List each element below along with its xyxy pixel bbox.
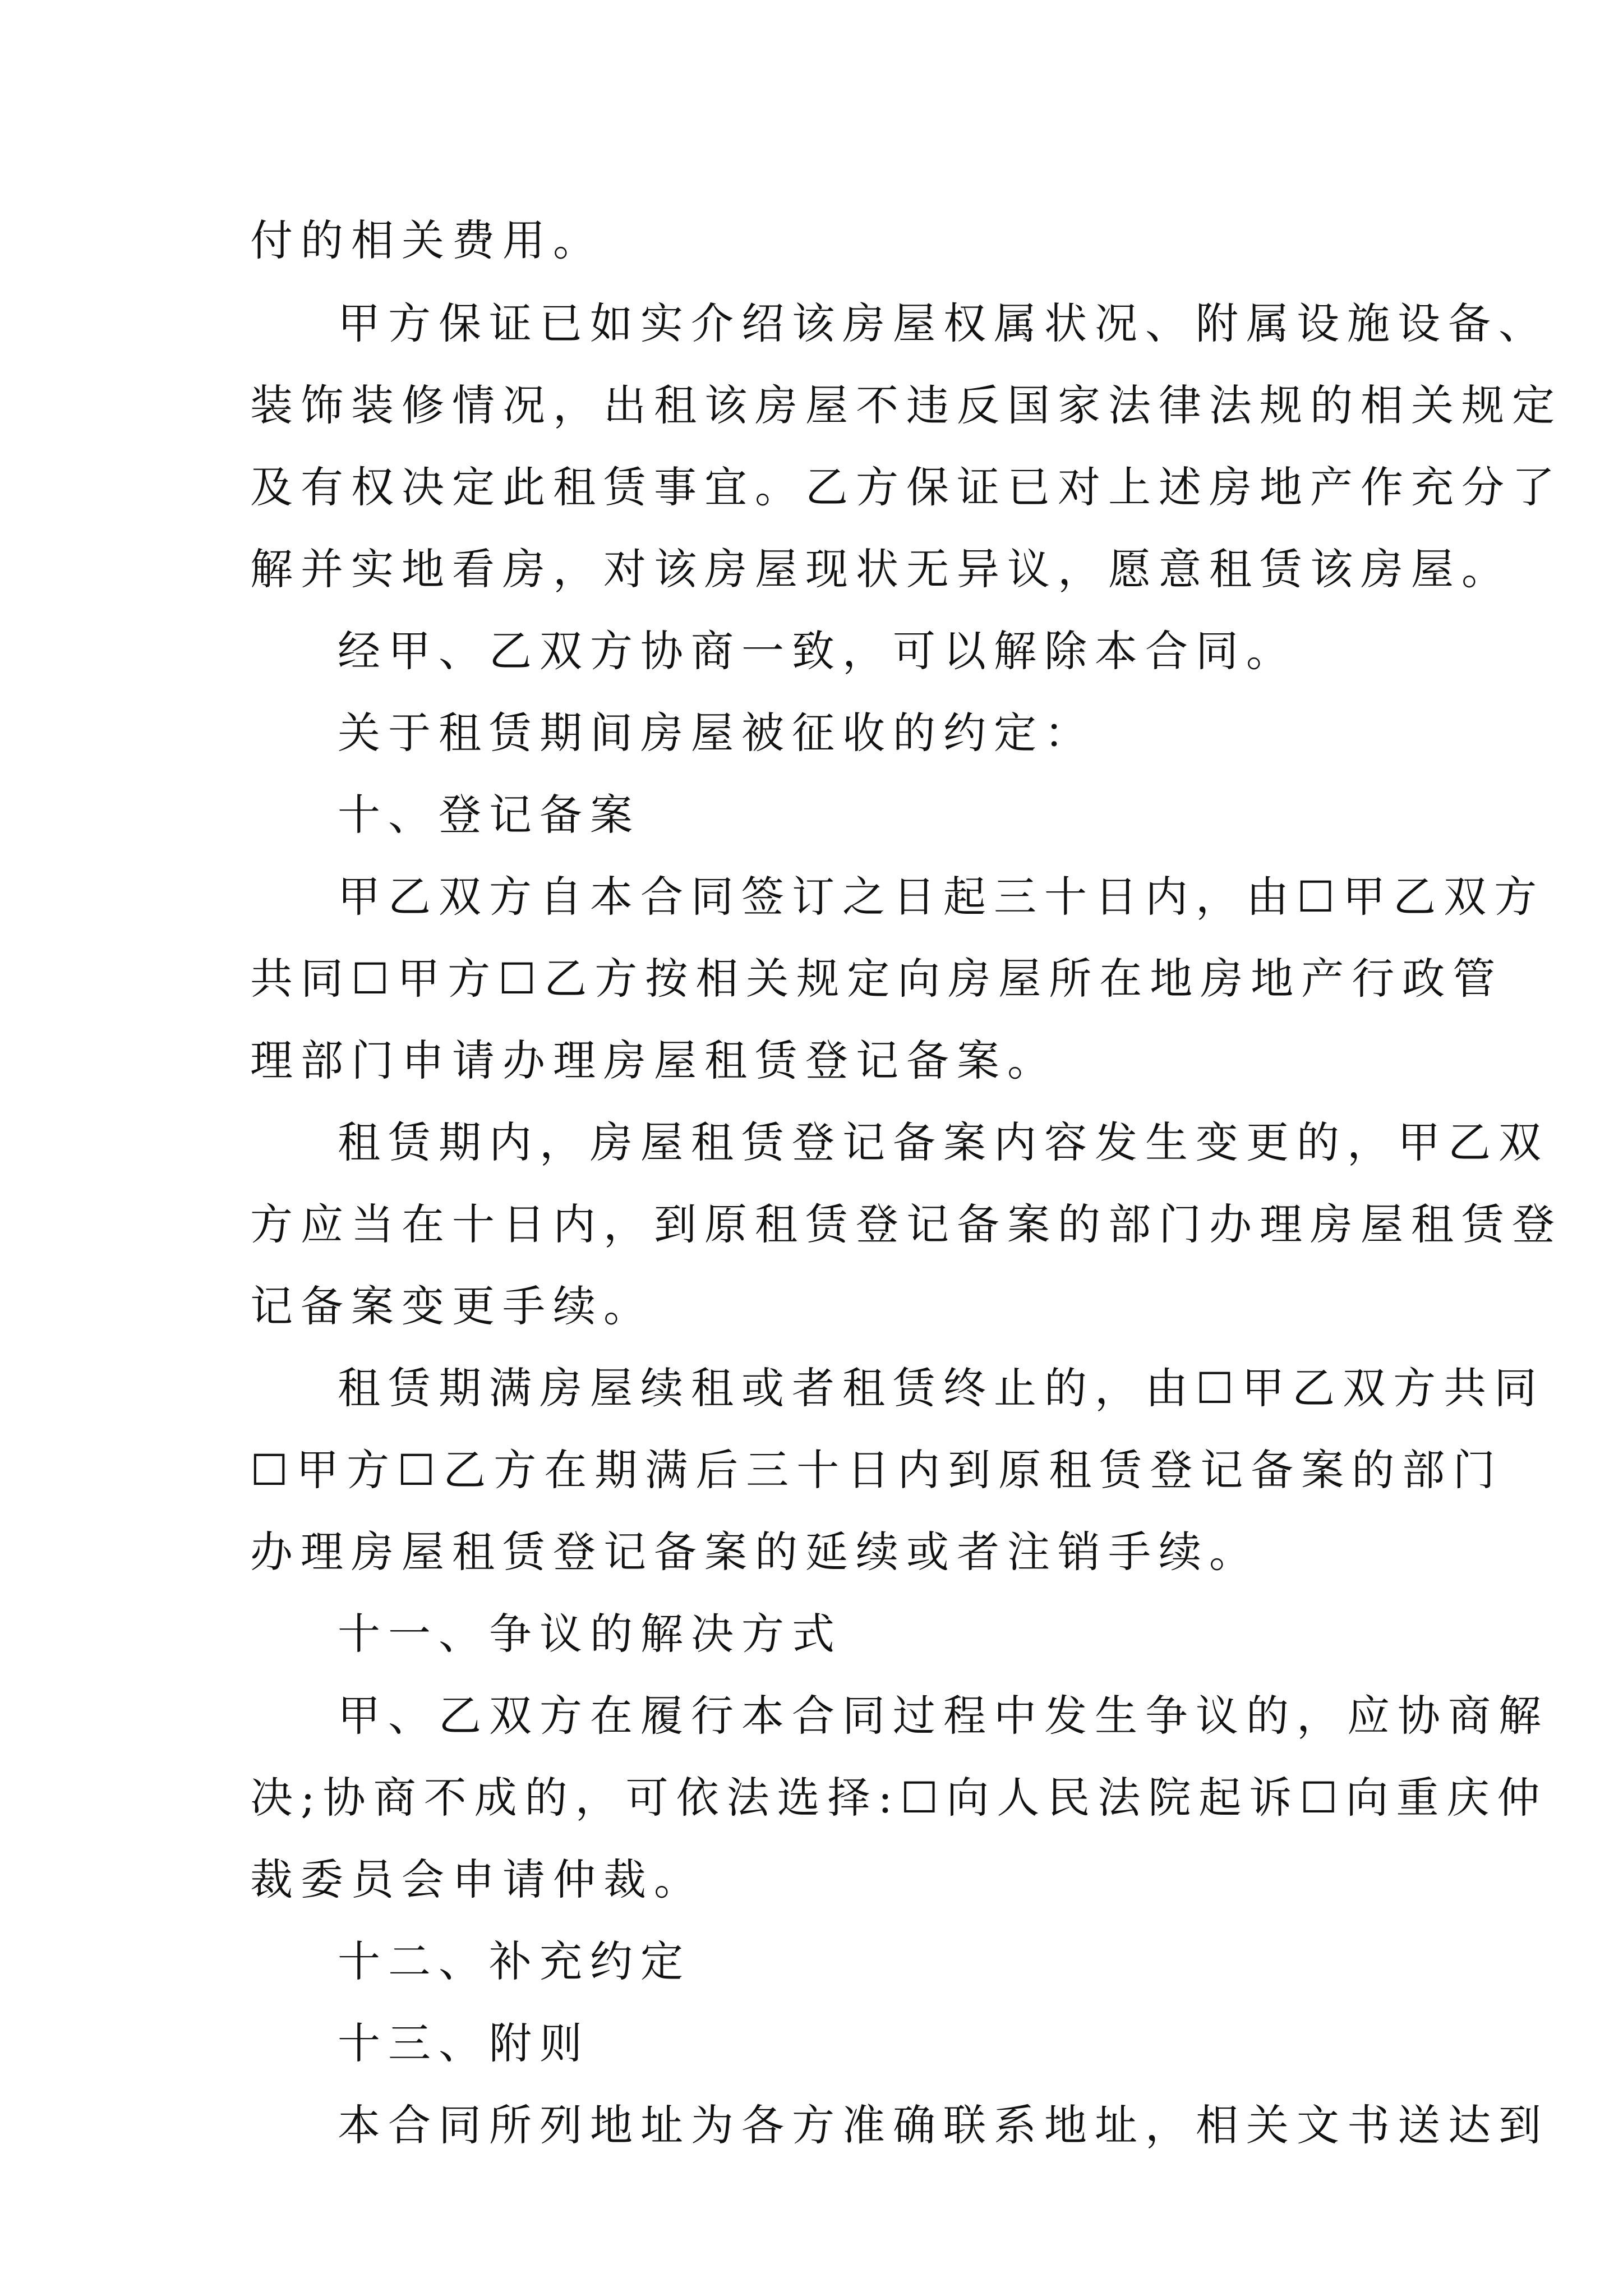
text-line: 方应当在十日内，到原租赁登记备案的部门办理房屋租赁登 <box>250 1199 1562 1249</box>
text-line: 甲方保证已如实介绍该房屋权属状况、附属设施设备、 <box>338 298 1549 348</box>
text-line: 经甲、乙双方协商一致，可以解除本合同。 <box>338 626 1297 676</box>
text-line: ☐甲方☐乙方在期满后三十日内到原租赁登记备案的部门 <box>250 1445 1504 1495</box>
text-line: 租赁期满房屋续租或者租赁终止的，由☐甲乙双方共同 <box>338 1363 1545 1413</box>
text-line: 甲乙双方自本合同签订之日起三十日内，由☐甲乙双方 <box>338 872 1545 922</box>
text-line: 关于租赁期间房屋被征收的约定： <box>338 708 1095 758</box>
text-line: 及有权决定此租赁事宜。乙方保证已对上述房地产作充分了 <box>250 462 1562 512</box>
text-line: 决;协商不成的，可依法选择:☐向人民法院起诉☐向重庆仲 <box>250 1773 1548 1823</box>
section-heading: 十一、争议的解决方式 <box>338 1609 842 1659</box>
text-line: 甲、乙双方在履行本合同过程中发生争议的，应协商解 <box>338 1691 1549 1741</box>
section-heading: 十三、附则 <box>338 2018 590 2068</box>
text-line: 租赁期内，房屋租赁登记备案内容发生变更的，甲乙双 <box>338 1117 1549 1167</box>
text-line: 解并实地看房，对该房屋现状无异议，愿意租赁该房屋。 <box>250 544 1512 594</box>
text-line: 记备案变更手续。 <box>250 1281 654 1331</box>
text-line: 办理房屋租赁登记备案的延续或者注销手续。 <box>250 1527 1260 1577</box>
section-heading: 十、登记备案 <box>338 790 640 840</box>
text-line: 共同☐甲方☐乙方按相关规定向房屋所在地房地产行政管 <box>250 954 1504 1004</box>
text-line: 本合同所列地址为各方准确联系地址，相关文书送达到 <box>338 2100 1549 2150</box>
text-line: 装饰装修情况，出租该房屋不违反国家法律法规的相关规定 <box>250 380 1562 430</box>
section-heading: 十二、补充约定 <box>338 1936 691 1986</box>
text-line: 裁委员会申请仲裁。 <box>250 1855 704 1904</box>
text-line: 付的相关费用。 <box>250 215 603 265</box>
text-line: 理部门申请办理房屋租赁登记备案。 <box>250 1036 1058 1085</box>
